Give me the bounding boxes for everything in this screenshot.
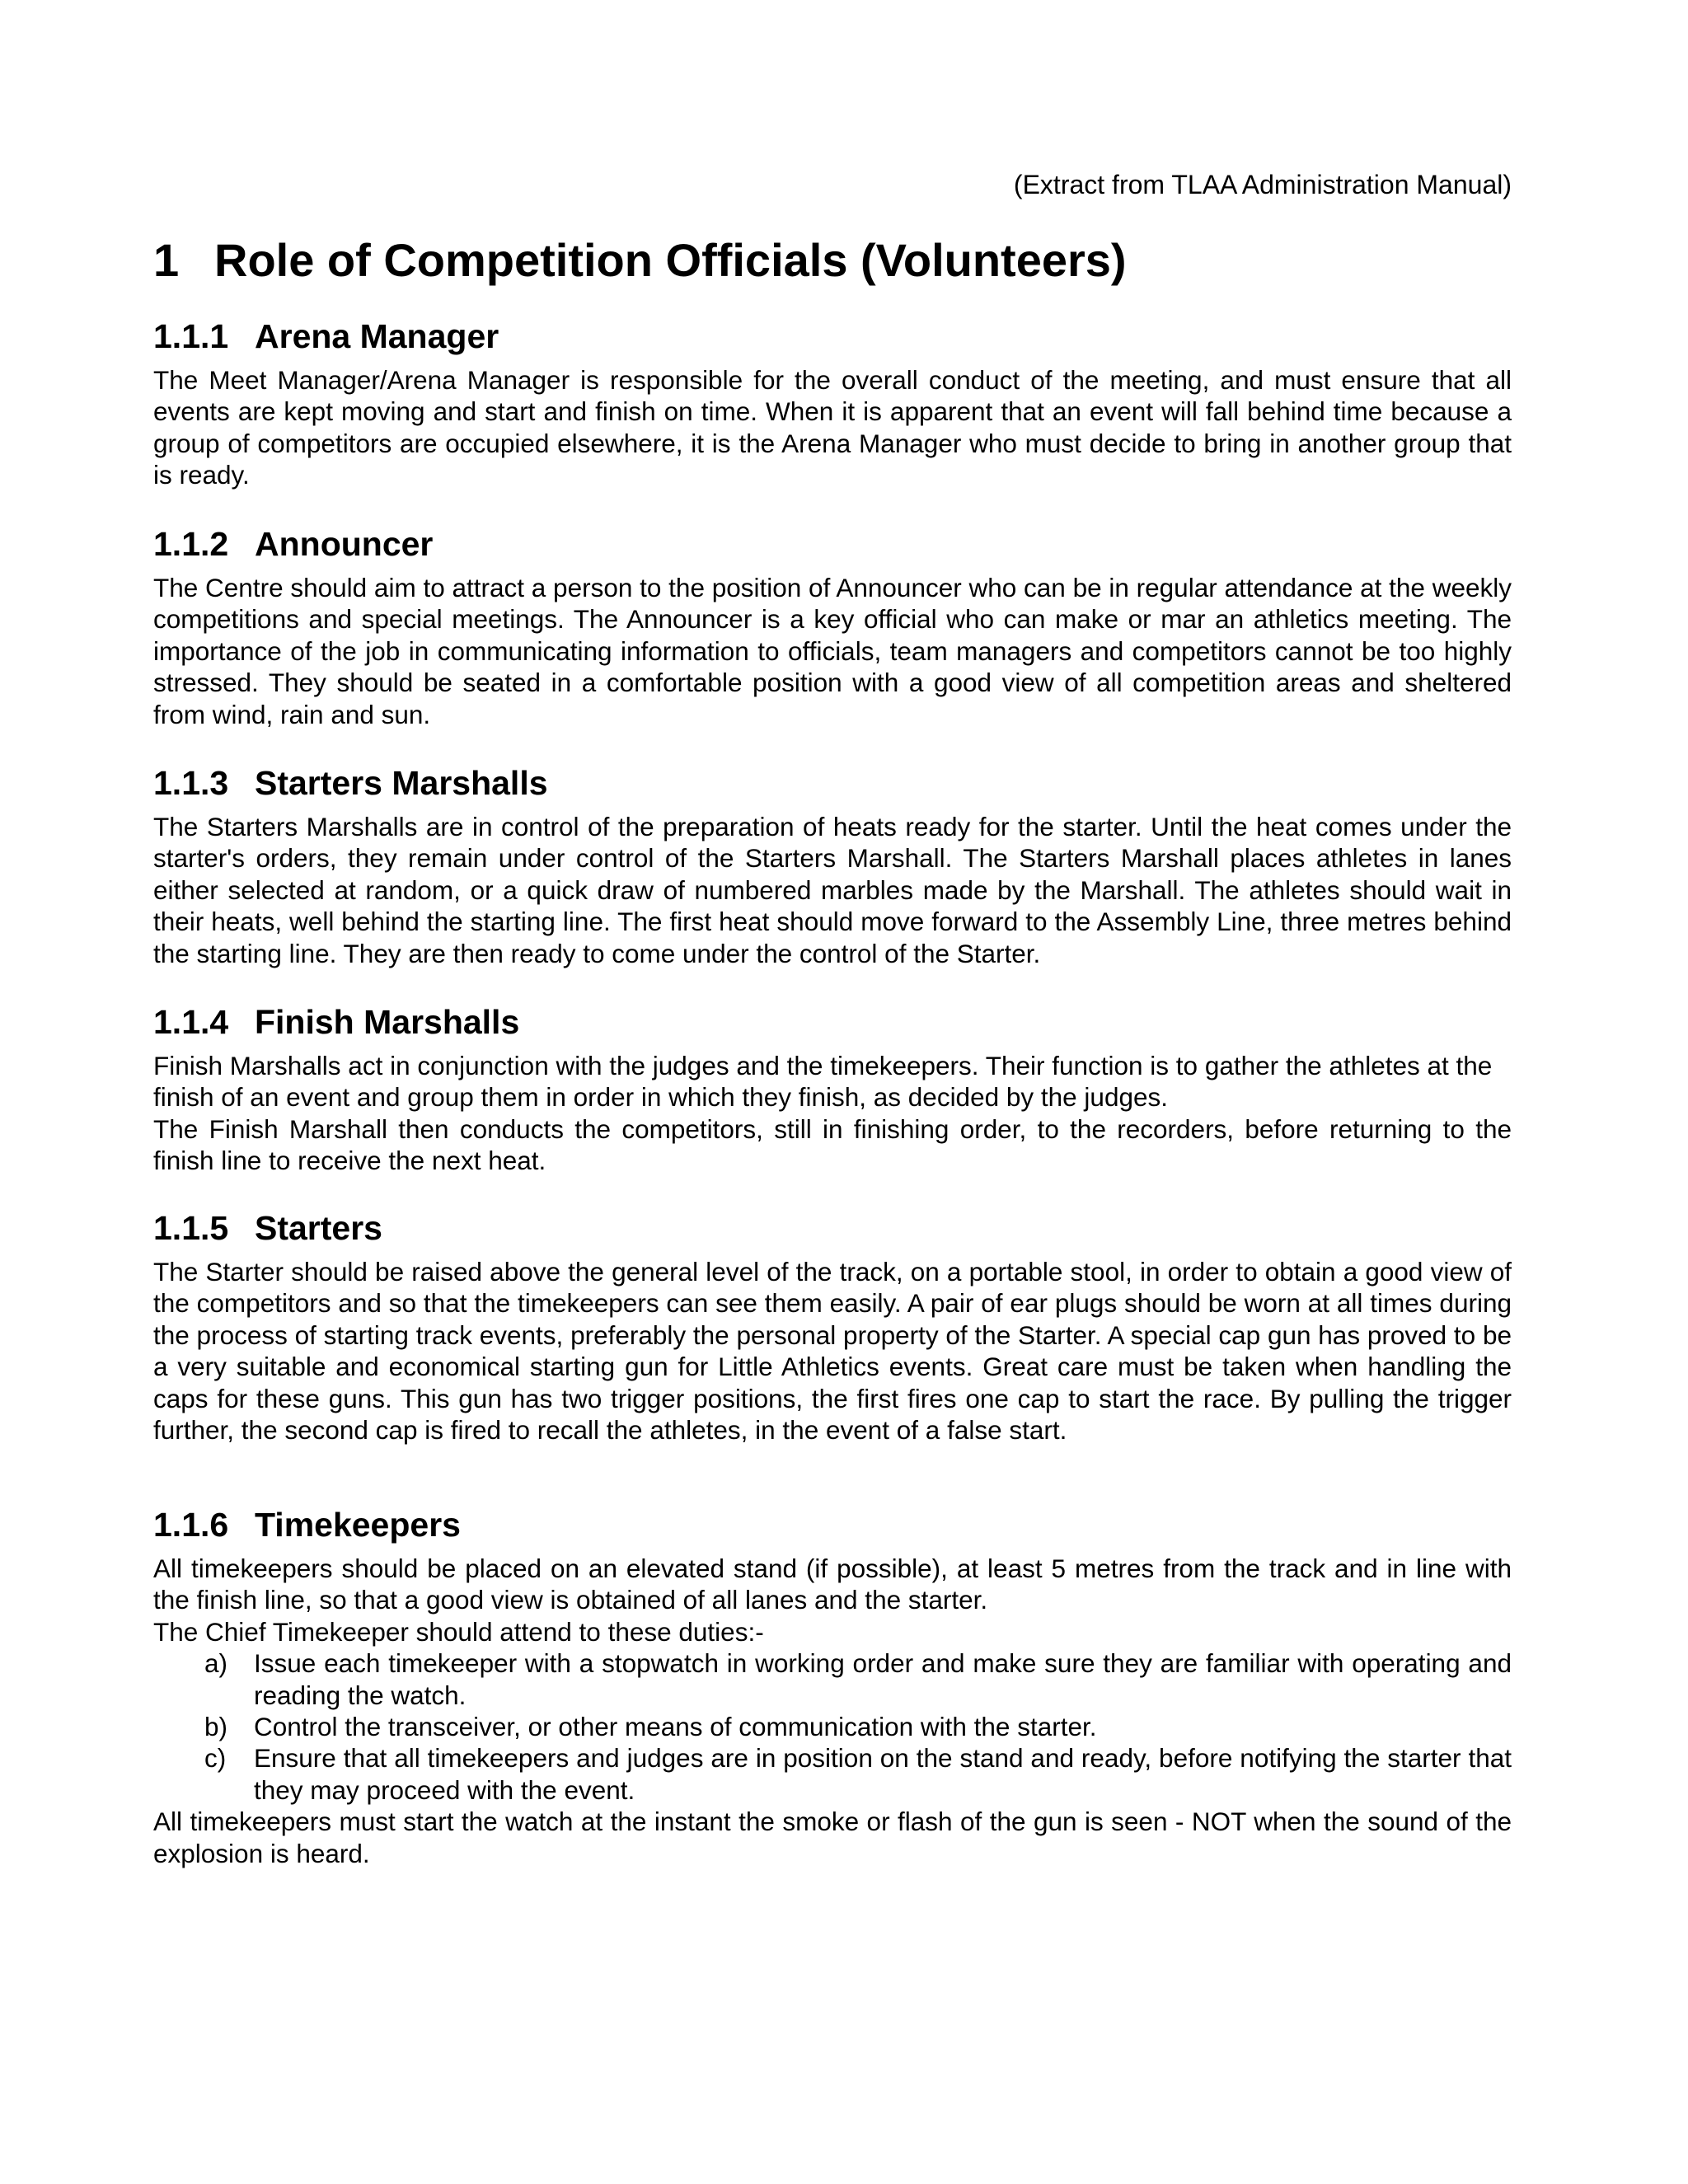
section-finish-marshalls: [153, 1002, 1512, 1177]
main-title: [153, 232, 1127, 288]
section-number: 1.1.5: [153, 1209, 229, 1247]
extract-note: (Extract from TLAA Administration Manual): [1013, 170, 1512, 199]
list-item: [153, 1711, 1512, 1742]
section-title: Arena Manager: [255, 317, 499, 355]
list-item-marker: a): [204, 1648, 228, 1679]
section-paragraph: The Starters Marshalls are in control of the preparation of heats ready for the starter. Until the heat comes under the starter's orders, they remain under control of the Starters Marshall. The Starters Marshall places athletes in lanes either selected at random, or a quick draw of numbered marbles made by the Marshall. The athletes should wait in their heats, well behind the starting line. The first heat should move forward to the Assembly Line, three metres behind the starting line. They are then ready to come under the control of the Starter.: [153, 812, 1512, 968]
section-title: Timekeepers: [255, 1506, 461, 1544]
section-arena-manager: [153, 316, 1512, 491]
section-paragraph: The Centre should aim to attract a person to the position of Announcer who can be in regular attendance at the weekly competitions and special meetings. The Announcer is a key official who can make or mar an athletics meeting. The importance of the job in communicating information to officials, team managers and competitors cannot be too highly stressed. They should be seated in a comfortable position with a good view of all competition areas and sheltered from wind, rain and sun.: [153, 573, 1512, 729]
section-number: 1.1.3: [153, 764, 229, 802]
section-number: 1.1.2: [153, 525, 229, 563]
section-heading: [153, 1505, 1512, 1544]
section-number: 1.1.6: [153, 1506, 229, 1544]
list-item-marker: b): [204, 1712, 228, 1742]
section-paragraph: The Starter should be raised above the general level of the track, on a portable stool, in order to obtain a good view of the competitors and so that the timekeepers can see them easily. A pair of ear plugs should be worn at all times during the process of starting track events, preferably the personal property of the Starter. A special cap gun has proved to be a very suitable and economical starting gun for Little Athletics events. Great care must be taken when handling the caps for these guns. This gun has two trigger positions, the first fires one cap to start the race. By pulling the trigger further, the second cap is fired to recall the athletes, in the event of a false start.: [153, 1257, 1512, 1446]
section-heading: [153, 524, 1512, 564]
main-title-number: 1: [153, 234, 180, 286]
section-closing-paragraph: All timekeepers must start the watch at the instant the smoke or flash of the gun is seen - NOT when the sound of the explosion is heard.: [153, 1807, 1512, 1868]
list-item-text: Issue each timekeeper with a stopwatch in working order and make sure they are familiar with operating and reading the watch.: [254, 1648, 1512, 1710]
list-item-text: Control the transceiver, or other means of communication with the starter.: [254, 1712, 1097, 1742]
section-announcer: [153, 524, 1512, 730]
section-starters-marshalls: [153, 763, 1512, 969]
section-starters: [153, 1208, 1512, 1446]
section-title: Starters Marshalls: [255, 764, 548, 802]
section-paragraph: The Meet Manager/Arena Manager is responsible for the overall conduct of the meeting, and must ensure that all events are kept moving and start and finish on time. When it is apparent that an event will fall behind time because a group of competitors are occupied elsewhere, it is the Arena Manager who must decide to bring in another group that is ready.: [153, 365, 1512, 490]
section-title: Announcer: [255, 525, 434, 563]
list-item-marker: c): [204, 1743, 227, 1774]
list-item-text: Ensure that all timekeepers and judges are in position on the stand and ready, before notifying the starter that they may proceed with the event.: [254, 1743, 1512, 1805]
section-heading: [153, 763, 1512, 803]
section-number: 1.1.1: [153, 317, 229, 355]
section-paragraph: The Finish Marshall then conducts the competitors, still in finishing order, to the recorders, before returning to the finish line to receive the next heat.: [153, 1113, 1512, 1176]
section-number: 1.1.4: [153, 1003, 229, 1041]
section-heading: [153, 1208, 1512, 1248]
section-timekeepers: [153, 1505, 1512, 1869]
list-item: [153, 1647, 1512, 1711]
section-paragraph: All timekeepers should be placed on an elevated stand (if possible), at least 5 metres from the track and in line with the finish line, so that a good view is obtained of all lanes and the starter.: [153, 1554, 1512, 1615]
section-title: Starters: [255, 1209, 382, 1247]
section-paragraph: The Chief Timekeeper should attend to these duties:-: [153, 1616, 764, 1647]
section-paragraph: Finish Marshalls act in conjunction with the judges and the timekeepers. Their function is to gather the athletes at the finish of an event and group them in order in which they finish, as decided by the judges.: [153, 1051, 1493, 1113]
main-title-text: Role of Competition Officials (Volunteers): [214, 234, 1127, 286]
duties-list: [153, 1647, 1512, 1806]
section-heading: [153, 316, 1512, 356]
section-heading: [153, 1002, 1512, 1042]
section-title: Finish Marshalls: [255, 1003, 520, 1041]
list-item: [153, 1742, 1512, 1806]
